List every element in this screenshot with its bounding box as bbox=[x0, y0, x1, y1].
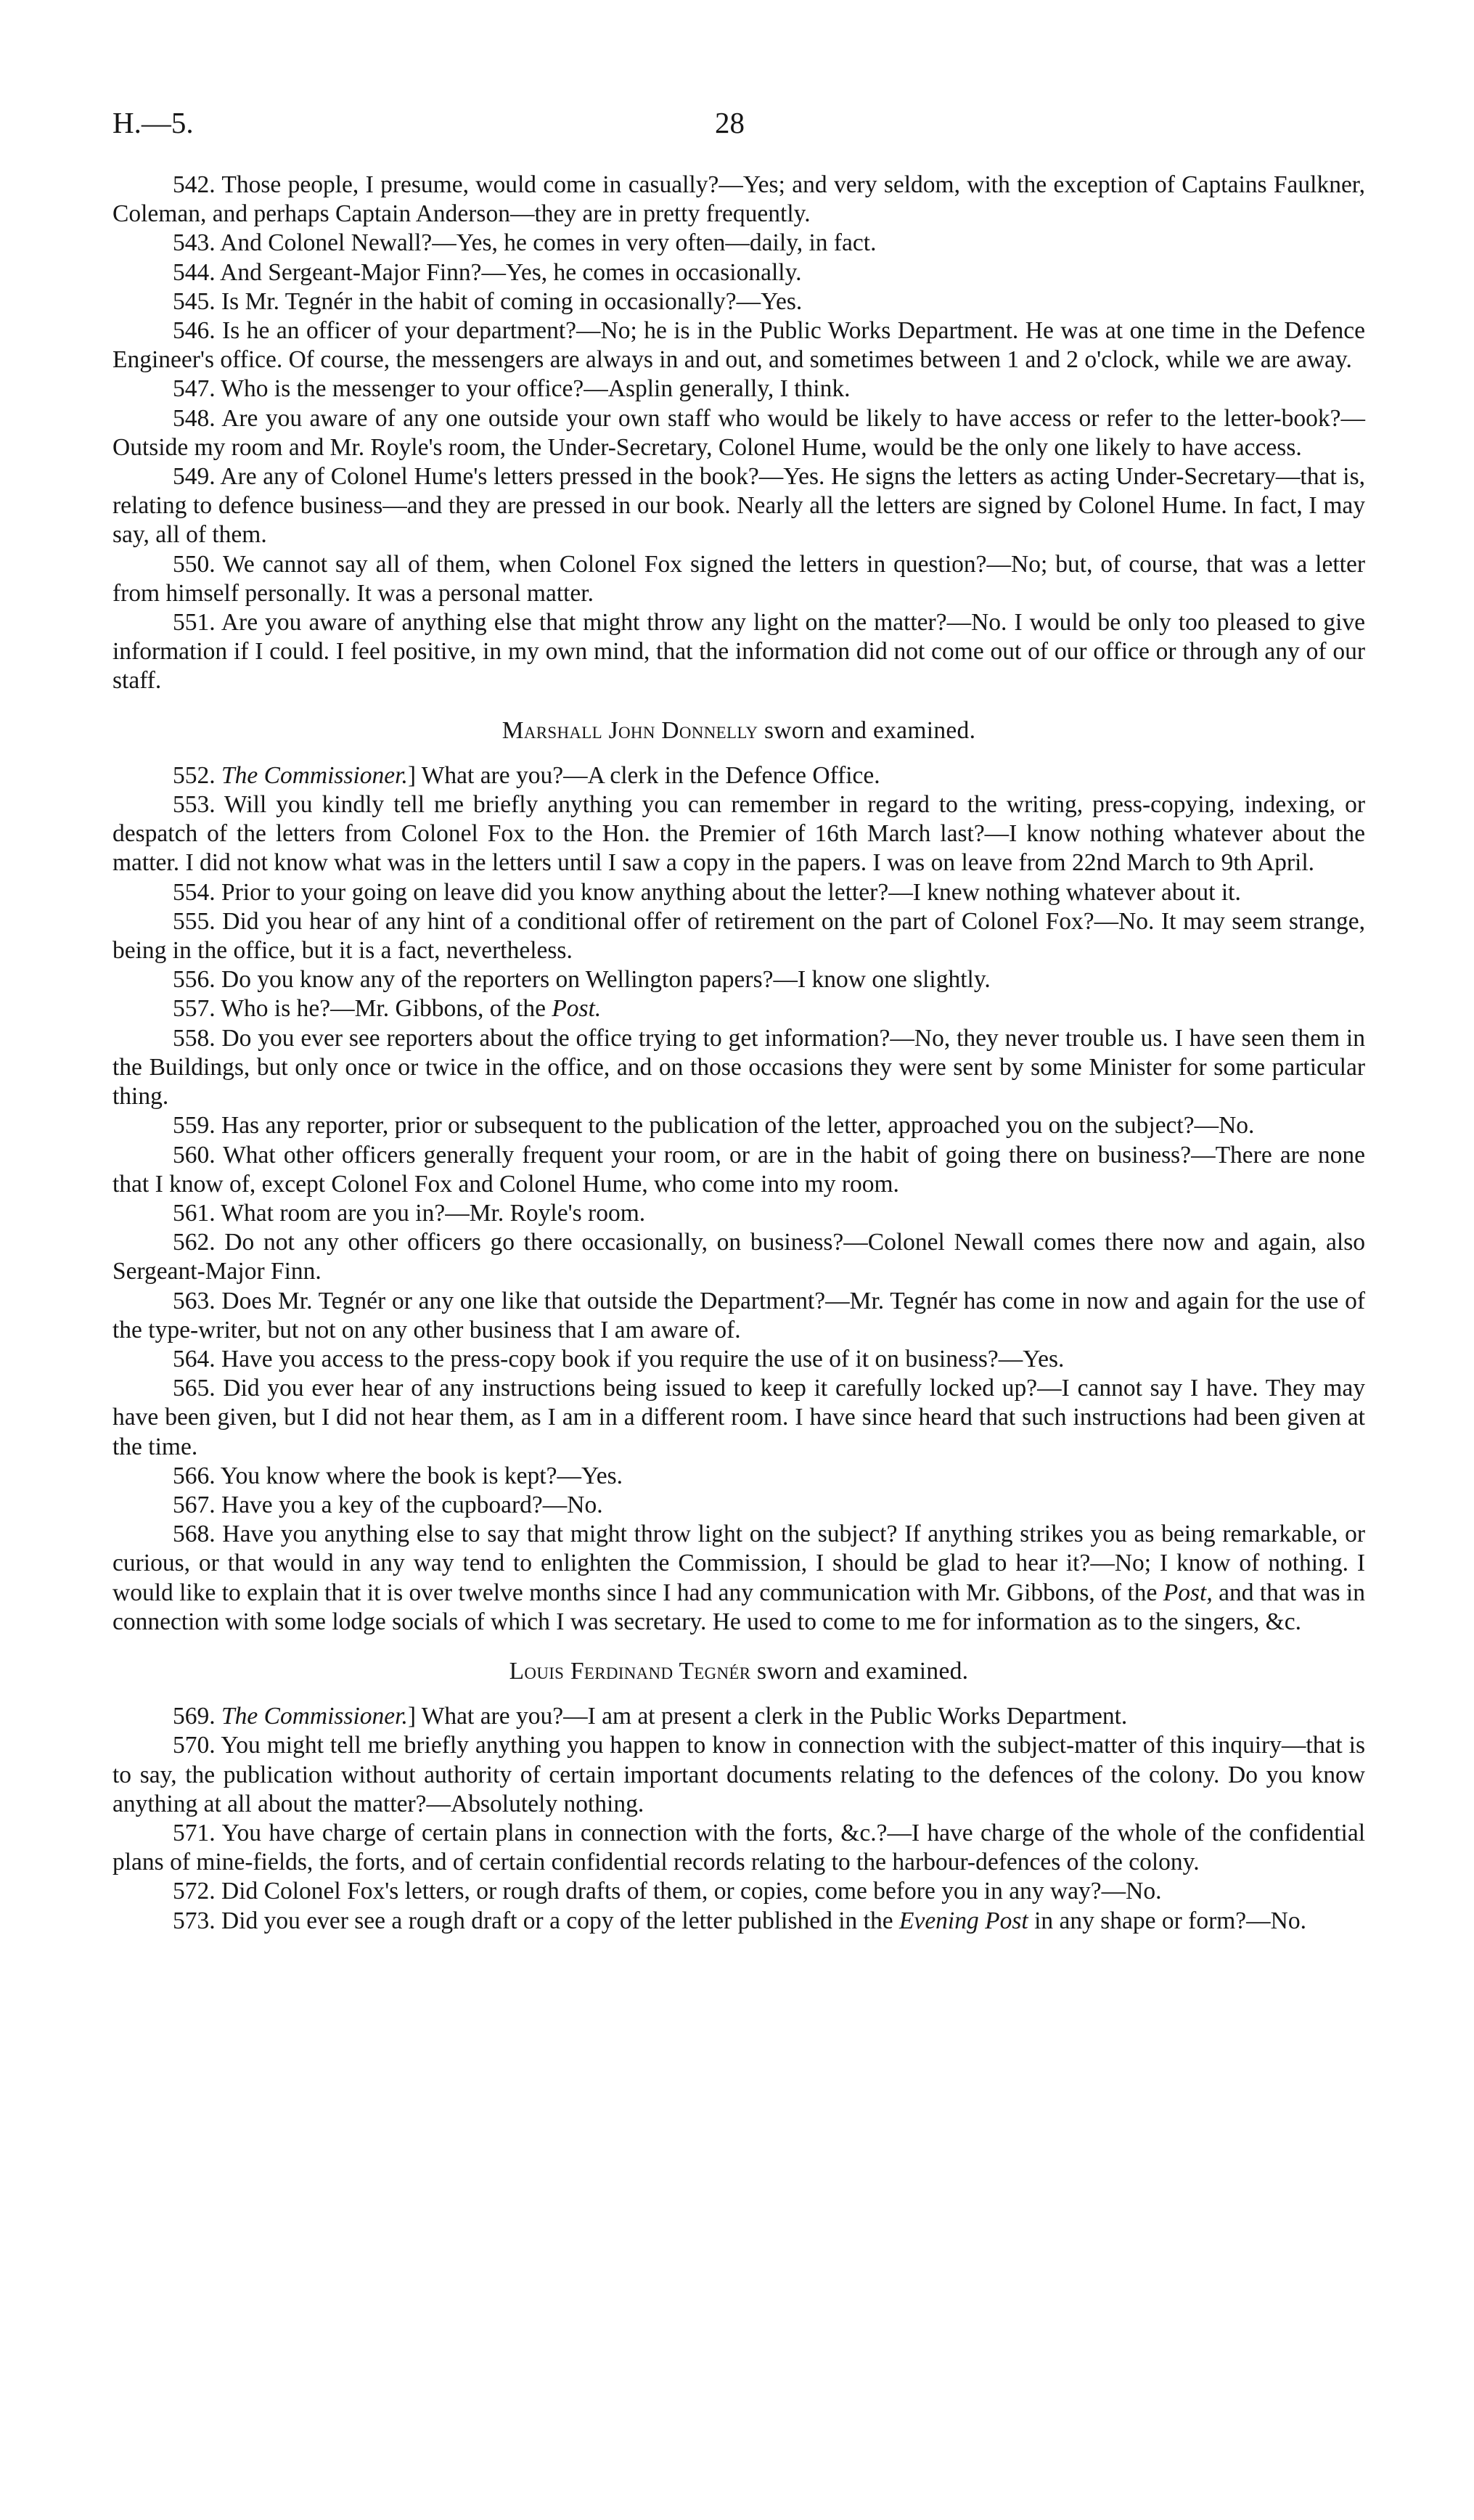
page-number: 28 bbox=[715, 106, 745, 139]
testimony-body bbox=[112, 171, 1365, 1936]
question-answer-paragraph bbox=[112, 994, 1365, 1023]
question-answer-paragraph bbox=[112, 1345, 1365, 1374]
paragraph-text: 566. You know where the book is kept?—Yes. bbox=[173, 1462, 623, 1489]
paragraph-text: 556. Do you know any of the reporters on Wellington papers?—I know one slightly. bbox=[173, 966, 991, 994]
paragraph-text: 547. Who is the messenger to your office?—Asplin generally, I think. bbox=[173, 375, 851, 403]
paragraph-text: ] What are you?—I am at present a clerk in the Public Works Department. bbox=[407, 1703, 1128, 1730]
paragraph-text: 550. We cannot say all of them, when Colonel Fox signed the letters in question?—No; but, of course, that was a letter from himself personally. It was a personal matter. bbox=[112, 550, 1365, 607]
question-answer-paragraph bbox=[112, 1024, 1365, 1112]
witness-name: Louis Ferdinand Tegnér bbox=[509, 1657, 751, 1685]
paragraph-text: ] What are you?—A clerk in the Defence Office. bbox=[407, 761, 880, 789]
italic-title: Evening Post bbox=[898, 1907, 1028, 1934]
question-answer-paragraph bbox=[112, 761, 1365, 790]
paragraph-lead: 573. Did you ever see a rough draft or a copy of the letter published in the bbox=[173, 1907, 899, 1934]
question-answer-paragraph bbox=[112, 316, 1365, 375]
question-answer-paragraph bbox=[112, 1520, 1365, 1637]
question-answer-paragraph bbox=[112, 462, 1365, 550]
witness-heading bbox=[112, 716, 1365, 745]
question-answer-paragraph bbox=[112, 608, 1365, 696]
paragraph-text: 563. Does Mr. Tegnér or any one like that outside the Department?—Mr. Tegnér has come in now and again for the use of the type-writer, but not on any other business that I am aware of. bbox=[112, 1287, 1365, 1343]
question-answer-paragraph bbox=[112, 965, 1365, 994]
paragraph-text: 545. Is Mr. Tegnér in the habit of coming in occasionally?—Yes. bbox=[173, 287, 803, 315]
question-answer-paragraph bbox=[112, 790, 1365, 878]
paragraph-text: 561. What room are you in?—Mr. Royle's room. bbox=[173, 1199, 646, 1227]
question-answer-paragraph bbox=[112, 1374, 1365, 1462]
question-answer-paragraph bbox=[112, 1111, 1365, 1140]
italic-title: Post. bbox=[552, 995, 602, 1023]
question-answer-paragraph bbox=[112, 1287, 1365, 1345]
question-answer-paragraph bbox=[112, 1462, 1365, 1491]
question-answer-paragraph bbox=[112, 1199, 1365, 1228]
question-answer-paragraph bbox=[112, 404, 1365, 462]
speaker-label: The Commissioner. bbox=[221, 1703, 408, 1730]
question-answer-paragraph bbox=[112, 1491, 1365, 1520]
question-answer-paragraph bbox=[112, 550, 1365, 608]
question-answer-paragraph bbox=[112, 907, 1365, 965]
paragraph-text: 560. What other officers generally frequent your room, or are in the habit of going there on business?—There are none that I know of, except Colonel Fox and Colonel Hume, who come into my room. bbox=[112, 1141, 1365, 1198]
paragraph-text: 554. Prior to your going on leave did you know anything about the letter?—I knew nothing whatever about it. bbox=[173, 878, 1241, 906]
question-answer-paragraph bbox=[112, 171, 1365, 229]
paragraph-text: 544. And Sergeant-Major Finn?—Yes, he comes in occasionally. bbox=[173, 258, 802, 286]
paragraph-lead: 552. bbox=[173, 761, 221, 789]
paragraph-lead: 569. bbox=[173, 1703, 221, 1730]
document-reference: H.—5. bbox=[112, 106, 194, 139]
question-answer-paragraph bbox=[112, 258, 1365, 287]
witness-heading bbox=[112, 1657, 1365, 1686]
question-answer-paragraph bbox=[112, 1877, 1365, 1906]
question-answer-paragraph bbox=[112, 878, 1365, 907]
paragraph-text: 565. Did you ever hear of any instructions being issued to keep it carefully locked up?—I cannot say I have. They may have been given, but I did not hear them, as I am in a different room. I have since heard that such instructions had been given at the time. bbox=[112, 1375, 1365, 1460]
paragraph-text: 572. Did Colonel Fox's letters, or rough drafts of them, or copies, come before you in any way?—No. bbox=[173, 1878, 1162, 1905]
heading-suffix: sworn and examined. bbox=[750, 1657, 969, 1685]
paragraph-lead: 568. Have you anything else to say that might throw light on the subject? If anything strikes you as being remarkable, or curious, or that would in any way tend to enlighten the Commission, I should be glad to hear it?—No; I know of nothing. I would like to explain that it is over twelve months since I had any communication with Mr. Gibbons, of the bbox=[112, 1521, 1365, 1606]
speaker-label: The Commissioner. bbox=[221, 761, 408, 789]
witness-name: Marshall John Donnelly bbox=[501, 716, 758, 744]
paragraph-text: 571. You have charge of certain plans in connection with the forts, &c.?—I have charge of the whole of the confidential plans of mine-fields, the forts, and of certain confidential records relating to the harbour-defences of the colony. bbox=[112, 1819, 1365, 1876]
paragraph-text: 564. Have you access to the press-copy book if you require the use of it on business?—Yes. bbox=[173, 1345, 1065, 1372]
paragraph-text: 562. Do not any other officers go there occasionally, on business?—Colonel Newall comes there now and again, also Sergeant-Major Finn. bbox=[112, 1229, 1365, 1285]
question-answer-paragraph bbox=[112, 375, 1365, 404]
paragraph-text: 558. Do you ever see reporters about the office trying to get information?—No, they never trouble us. I have seen them in the Buildings, but only once or twice in the office, and on those occasions they were sent by some Minister for some particular thing. bbox=[112, 1024, 1365, 1110]
question-answer-paragraph bbox=[112, 1228, 1365, 1286]
page-header bbox=[112, 98, 1365, 171]
paragraph-text: 555. Did you hear of any hint of a conditional offer of retirement on the part of Colonel Fox?—No. It may seem strange, being in the office, but it is a fact, nevertheless. bbox=[112, 907, 1365, 965]
paragraph-lead: 557. Who is he?—Mr. Gibbons, of the bbox=[173, 995, 552, 1023]
paragraph-text: 570. You might tell me briefly anything you happen to know in connection with the subject-matter of this inquiry—that is to say, the publication without authority of certain important documents relating to the defences of the colony. Do you know anything at all about the matter?—Absolutely nothing. bbox=[112, 1732, 1365, 1817]
paragraph-text: in any shape or form?—No. bbox=[1028, 1907, 1306, 1934]
paragraph-text: 567. Have you a key of the cupboard?—No. bbox=[173, 1491, 603, 1518]
paragraph-text: 542. Those people, I presume, would come in casually?—Yes; and very seldom, with the exception of Captains Faulkner, Coleman, and perhaps Captain Anderson—they are in pretty frequently. bbox=[112, 171, 1365, 228]
heading-suffix: sworn and examined. bbox=[758, 716, 976, 744]
question-answer-paragraph bbox=[112, 1141, 1365, 1199]
paragraph-text: 543. And Colonel Newall?—Yes, he comes in very often—daily, in fact. bbox=[173, 229, 877, 257]
paragraph-text: 553. Will you kindly tell me briefly anything you can remember in regard to the writing, press-copying, indexing, or despatch of the letters from Colonel Fox to the Hon. the Premier of 16th March last?—I know nothing whatever about the matter. I did not know what was in the letters until I saw a copy in the papers. I was on leave from 22nd March to 9th April. bbox=[112, 791, 1365, 877]
paragraph-text: 559. Has any reporter, prior or subsequent to the publication of the letter, approached you on the subject?—No. bbox=[173, 1112, 1255, 1140]
question-answer-paragraph bbox=[112, 1702, 1365, 1731]
paragraph-text: 546. Is he an officer of your department?—No; he is in the Public Works Department. He was at one time in the Defence Engineer's office. Of course, the messengers are always in and out, and sometimes between 1 and 2 o'clock, while we are away. bbox=[112, 317, 1365, 374]
question-answer-paragraph bbox=[112, 1731, 1365, 1819]
paragraph-text: 548. Are you aware of any one outside your own staff who would be likely to have access or refer to the letter-book?—Outside my room and Mr. Royle's room, the Under-Secretary, Colonel Hume, would be the only one likely to have access. bbox=[112, 404, 1365, 461]
question-answer-paragraph bbox=[112, 1819, 1365, 1877]
question-answer-paragraph bbox=[112, 229, 1365, 258]
paragraph-text: 551. Are you aware of anything else that might throw any light on the matter?—No. I would be only too pleased to give information if I could. I feel positive, in my own mind, that the information did not come out of our office or through any of our staff. bbox=[112, 609, 1365, 695]
paragraph-text: and that was in connection with some lodge socials of which I was secretary. He used to come to me for information as to the singers, &c. bbox=[112, 1579, 1365, 1635]
question-answer-paragraph bbox=[112, 1907, 1365, 1936]
question-answer-paragraph bbox=[112, 287, 1365, 316]
italic-title: Post, bbox=[1163, 1579, 1213, 1606]
paragraph-text: 549. Are any of Colonel Hume's letters pressed in the book?—Yes. He signs the letters as acting Under-Secretary—that is, relating to defence business—and they are pressed in our book. Nearly all the letters are signed by Colonel Hume. In fact, I may say, all of them. bbox=[112, 463, 1365, 549]
